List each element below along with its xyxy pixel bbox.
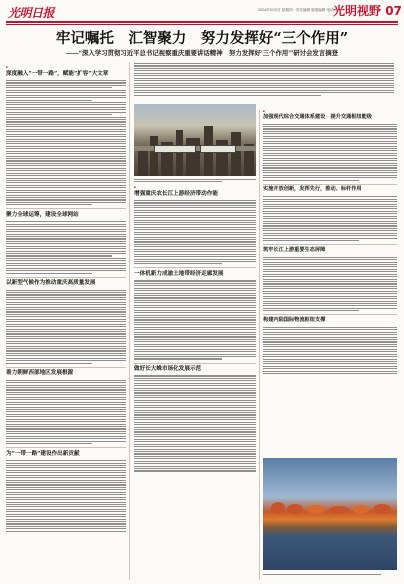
- middle-column: [134, 186, 256, 580]
- article-body: [6, 290, 126, 364]
- article-body: [6, 460, 126, 532]
- article-title: 加强现代综合交通体系建设 提升交通枢纽能级: [263, 113, 372, 120]
- page-subheadline: ——“深入学习贯彻习近平总书记视察重庆重要讲话精神 努力发挥好‘三个作用’”研讨会发言摘登: [66, 50, 338, 57]
- article-divider: [6, 367, 126, 368]
- section-name: 光明视野: [333, 4, 382, 18]
- article-divider: [263, 244, 397, 245]
- dateline: 2024年5月2日 星期四 · 责任编辑 版面编辑 电话: [258, 8, 334, 12]
- city-photo: [134, 104, 256, 176]
- article-divider: [134, 267, 256, 268]
- article-title: 做好长大蛛市场化发展示范: [134, 366, 202, 372]
- article-title: 以新型气候作为推动重庆高质量发展: [6, 280, 96, 287]
- article-title: 筑牢长江上游重要生态屏障: [263, 246, 326, 253]
- section-title: [333, 2, 402, 19]
- article-divider: [263, 184, 397, 185]
- page-headline: 牢记嘱托 汇智聚力 努力发挥好“三个作用”: [55, 30, 349, 47]
- article-divider: [6, 208, 126, 209]
- article-divider: [6, 447, 126, 448]
- article-body: [6, 221, 126, 273]
- article-title: 为“一带一路”建设作出新贡献: [6, 450, 80, 457]
- lake-photo: [263, 458, 397, 570]
- article-body: [263, 327, 397, 374]
- article-title: 增强重庆农长江上游经济带动作能: [134, 190, 218, 197]
- photo-caption: [134, 177, 256, 183]
- intro-body: [134, 63, 394, 96]
- article-body: [134, 375, 256, 471]
- article-body: [263, 257, 397, 312]
- article-body: [6, 80, 126, 205]
- photo-caption: [263, 572, 397, 578]
- article-body: [134, 200, 256, 264]
- article-kicker: ■: [263, 110, 265, 113]
- article-title: 深度融入“一带一路”，赋能“扩容”大文章: [6, 70, 109, 77]
- article-title: 着力朝鲜西部地区发展根源: [6, 370, 74, 377]
- page-number: 07: [385, 4, 402, 18]
- article-body: [263, 124, 397, 181]
- article-title: 构建内陆国际物流枢纽支撑: [263, 316, 326, 323]
- article-kicker: ■: [6, 65, 8, 69]
- intro-text: [134, 63, 394, 101]
- left-column: [6, 62, 126, 580]
- column-rule-left: [129, 62, 130, 580]
- article-body: [263, 196, 397, 241]
- article-kicker: ■: [134, 186, 136, 189]
- article-divider: [6, 277, 126, 278]
- masthead-rule: [6, 21, 398, 23]
- article-title: 实施开放创新，发挥先行，推动、标杆作用: [263, 186, 362, 193]
- article-title: 聚力全球运筹，建设全球网站: [6, 211, 79, 218]
- article-divider: [134, 363, 256, 364]
- newspaper-logo: 光明日报: [8, 6, 55, 20]
- right-column: [263, 110, 397, 452]
- article-divider: [263, 314, 397, 315]
- article-body: [134, 280, 256, 359]
- article-title: 一体机新力成渝土地带经济走廊发展: [134, 270, 224, 277]
- article-body: [6, 380, 126, 444]
- masthead-thin-rule: [6, 24, 398, 25]
- column-rule-right: [259, 110, 260, 580]
